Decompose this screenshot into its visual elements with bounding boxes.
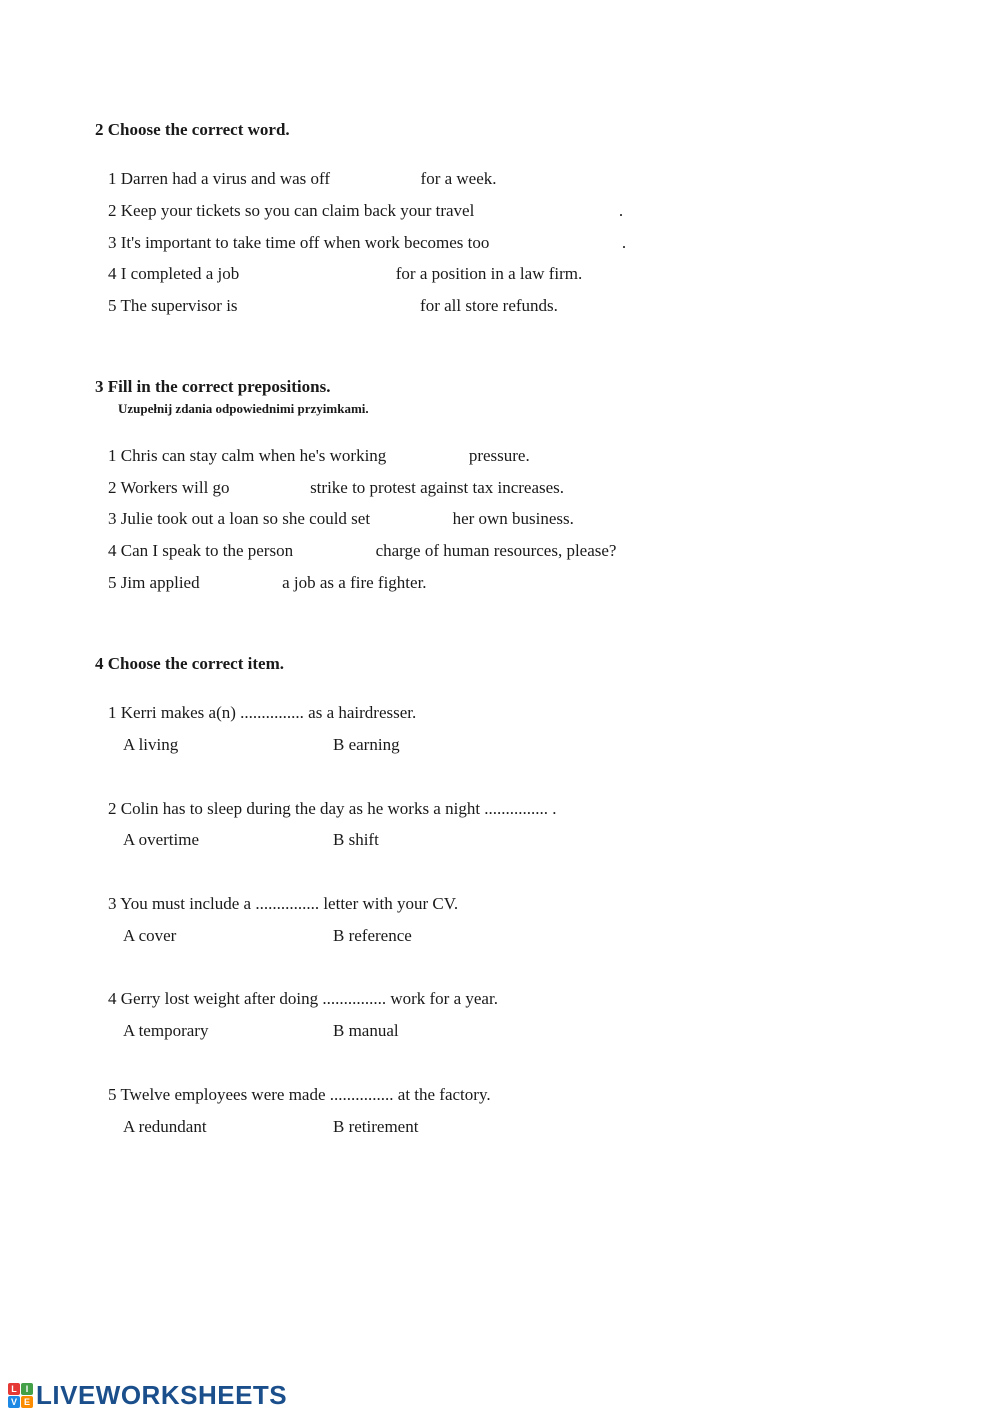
logo-block-v: V (8, 1396, 20, 1408)
answer-blank[interactable] (334, 169, 416, 191)
section-2-heading: 2 Choose the correct word. (95, 120, 290, 139)
section-3-item-3 (108, 509, 574, 531)
answer-blank[interactable] (391, 446, 465, 468)
section-2-item-3 (108, 233, 626, 255)
section-4-option-2b[interactable]: B shift (333, 830, 379, 849)
answer-blank[interactable] (234, 478, 306, 500)
item-text-before: 4 Can I speak to the person (108, 541, 294, 560)
answer-blank[interactable] (297, 541, 371, 563)
section-4-question-2: 2 Colin has to sleep during the day as he works a night ............... . (108, 799, 557, 818)
live-blocks-icon (8, 1383, 33, 1408)
item-text-before: 2 Workers will go (108, 478, 230, 497)
section-4-option-1a[interactable]: A living (123, 735, 179, 754)
section-4-option-3a[interactable]: A cover (123, 926, 177, 945)
answer-blank[interactable] (242, 296, 416, 318)
item-text-before: 1 Darren had a virus and was off (108, 169, 331, 188)
liveworksheets-logo[interactable] (8, 1380, 287, 1410)
section-3-item-4 (108, 541, 616, 563)
item-text-after: strike to protest against tax increases. (310, 478, 565, 497)
section-4-option-5b[interactable]: B retirement (333, 1117, 419, 1136)
section-3-item-1 (108, 446, 530, 468)
section-3-item-2 (108, 478, 564, 500)
section-4-option-2a[interactable]: A overtime (123, 830, 200, 849)
section-2-item-5 (108, 296, 558, 318)
item-text-after: charge of human resources, please? (375, 541, 617, 560)
item-text-after: for a week. (420, 169, 497, 188)
item-text-after: for all store refunds. (420, 296, 558, 315)
item-text-after: . (618, 201, 624, 220)
section-4-option-1b[interactable]: B earning (333, 735, 400, 754)
answer-blank[interactable] (244, 264, 392, 286)
logo-text: LIVEWORKSHEETS (36, 1379, 288, 1410)
answer-blank[interactable] (204, 573, 278, 595)
section-4-heading: 4 Choose the correct item. (95, 654, 284, 673)
section-2-item-4 (108, 264, 582, 286)
section-3-item-5 (108, 573, 427, 595)
item-text-after: pressure. (468, 446, 530, 465)
section-2-item-1 (108, 169, 497, 191)
item-text-after: for a position in a law firm. (395, 264, 583, 283)
answer-blank[interactable] (494, 233, 618, 255)
item-text-after: a job as a fire fighter. (282, 573, 427, 592)
logo-block-l: L (8, 1383, 20, 1395)
item-text-after: . (621, 233, 627, 252)
section-4-question-3: 3 You must include a ............... letter with your CV. (108, 894, 459, 913)
logo-block-i: I (21, 1383, 33, 1395)
section-4-question-4: 4 Gerry lost weight after doing ............... work for a year. (108, 989, 498, 1008)
section-4-option-3b[interactable]: B reference (333, 926, 412, 945)
answer-blank[interactable] (479, 201, 615, 223)
section-2-item-2 (108, 201, 623, 223)
item-text-before: 3 Julie took out a loan so she could set (108, 509, 371, 528)
section-4-option-4a[interactable]: A temporary (123, 1021, 209, 1040)
item-text-before: 1 Chris can stay calm when he's working (108, 446, 387, 465)
item-text-before: 5 The supervisor is (108, 296, 238, 315)
item-text-before: 5 Jim applied (108, 573, 200, 592)
item-text-before: 2 Keep your tickets so you can claim back your travel (108, 201, 475, 220)
item-text-before: 3 It's important to take time off when work becomes too (108, 233, 490, 252)
item-text-after: her own business. (452, 509, 574, 528)
section-4-question-5: 5 Twelve employees were made ............... at the factory. (108, 1085, 491, 1104)
item-text-before: 4 I completed a job (108, 264, 240, 283)
section-4-question-1: 1 Kerri makes a(n) ............... as a hairdresser. (108, 703, 417, 722)
section-3-subheading: Uzupełnij zdania odpowiednimi przyimkami. (118, 401, 369, 416)
answer-blank[interactable] (374, 509, 448, 531)
section-3-heading: 3 Fill in the correct prepositions. (95, 377, 331, 396)
section-4-option-4b[interactable]: B manual (333, 1021, 399, 1040)
logo-block-e: E (21, 1396, 33, 1408)
section-4-option-5a[interactable]: A redundant (123, 1117, 207, 1136)
